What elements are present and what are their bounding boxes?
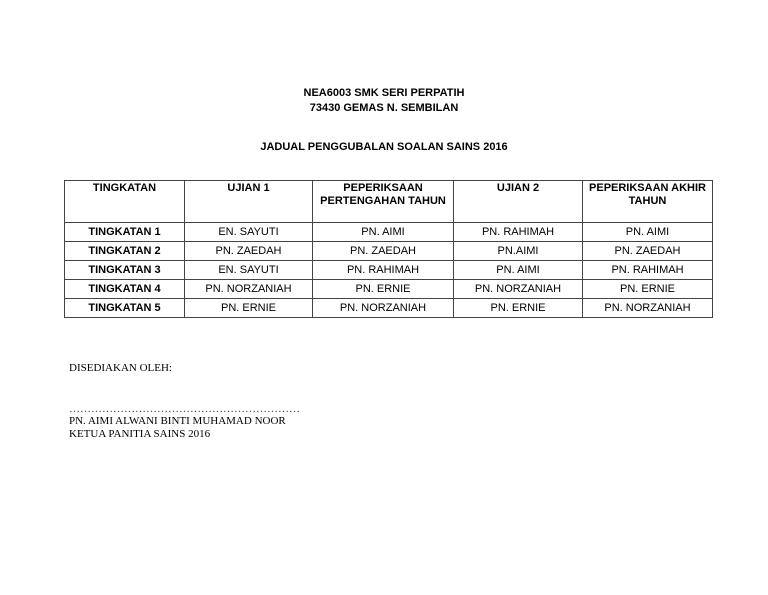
row-label: TINGKATAN 5 <box>65 299 185 318</box>
table-cell: PN. RAHIMAH <box>313 261 454 280</box>
column-header: UJIAN 1 <box>185 181 313 223</box>
row-label: TINGKATAN 1 <box>65 223 185 242</box>
signature-line: ……………………………………………………… <box>69 403 300 415</box>
table-cell: PN. NORZANIAH <box>454 280 583 299</box>
table-cell: PN. RAHIMAH <box>454 223 583 242</box>
table-cell: PN. ZAEDAH <box>583 242 713 261</box>
table-cell: PN. ERNIE <box>454 299 583 318</box>
table-cell: PN. ZAEDAH <box>185 242 313 261</box>
table-cell: PN.AIMI <box>454 242 583 261</box>
signatory-role: KETUA PANITIA SAINS 2016 <box>69 428 211 440</box>
schedule-table <box>64 180 713 318</box>
table-cell: PN. NORZANIAH <box>313 299 454 318</box>
signatory-name: PN. AIMI ALWANI BINTI MUHAMAD NOOR <box>69 415 286 427</box>
column-header: PEPERIKSAAN PERTENGAHAN TAHUN <box>313 181 454 223</box>
table-cell: EN. SAYUTI <box>185 223 313 242</box>
document-title: JADUAL PENGGUBALAN SOALAN SAINS 2016 <box>260 141 508 153</box>
row-label: TINGKATAN 3 <box>65 261 185 280</box>
table-row <box>65 299 713 318</box>
table-cell: PN. ZAEDAH <box>313 242 454 261</box>
table-row <box>65 261 713 280</box>
table-row <box>65 242 713 261</box>
column-header: UJIAN 2 <box>454 181 583 223</box>
table-cell: PN. RAHIMAH <box>583 261 713 280</box>
table-cell: PN. AIMI <box>313 223 454 242</box>
school-address: 73430 GEMAS N. SEMBILAN <box>309 102 459 114</box>
table-cell: PN. ERNIE <box>313 280 454 299</box>
column-header: TINGKATAN <box>65 181 185 223</box>
table-row <box>65 280 713 299</box>
row-label: TINGKATAN 4 <box>65 280 185 299</box>
column-header: PEPERIKSAAN AKHIR TAHUN <box>583 181 713 223</box>
table-cell: PN. AIMI <box>583 223 713 242</box>
school-name: NEA6003 SMK SERI PERPATIH <box>303 87 465 99</box>
table-cell: EN. SAYUTI <box>185 261 313 280</box>
table-header-row <box>65 181 713 223</box>
row-label: TINGKATAN 2 <box>65 242 185 261</box>
table-row <box>65 223 713 242</box>
table-cell: PN. AIMI <box>454 261 583 280</box>
table-cell: PN. ERNIE <box>185 299 313 318</box>
prepared-by-label: DISEDIAKAN OLEH: <box>69 362 172 374</box>
table-cell: PN. ERNIE <box>583 280 713 299</box>
table-cell: PN. NORZANIAH <box>185 280 313 299</box>
table-cell: PN. NORZANIAH <box>583 299 713 318</box>
